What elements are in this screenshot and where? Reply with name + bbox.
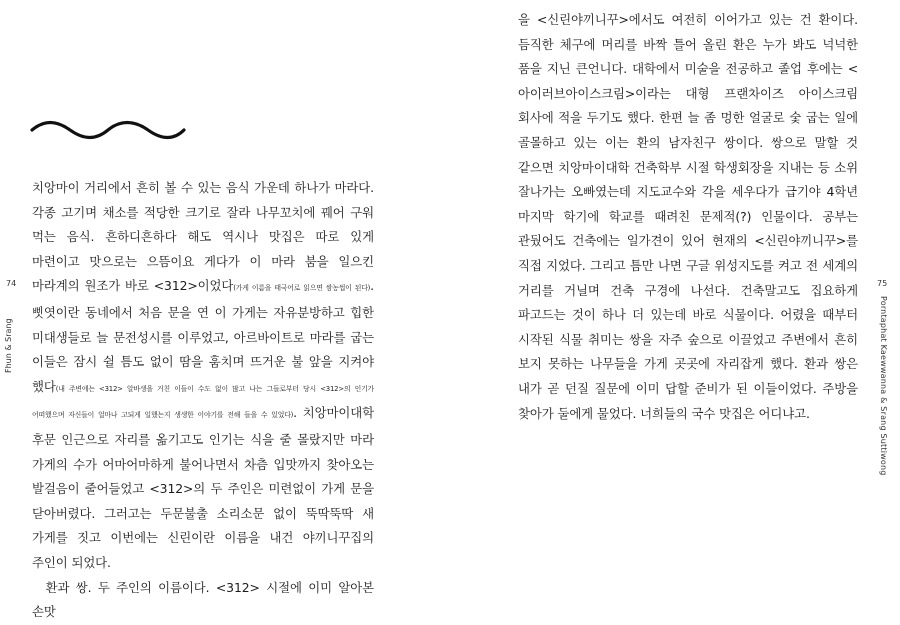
left-body-text [32, 176, 374, 625]
left-page [0, 0, 450, 620]
wave-ornament [30, 118, 186, 142]
running-head: Porntaphat Kaewwanna & Srang Suttiwong [879, 296, 888, 476]
page-number: 75 [877, 279, 888, 288]
paragraph [32, 176, 374, 576]
footnote-inline: (내 주변에는 <312> 알바생을 거친 이들이 수도 없이 많고 나는 그들로부터 당시 <312>의 인기가 어떠했으며 자신들이 얼마나 고되게 일했는지 생생한 이야기를 전해 들을 수 있었다) [32, 384, 374, 420]
body-text: 치앙마이 거리에서 흔히 볼 수 있는 음식 가운데 하나가 마라다. 각종 고기며 채소를 적당한 크기로 잘라 나무꼬치에 꿰어 구워 먹는 음식. 흔하디흔하다 해도 역시나 맛집은 따로 있게 마련이고 맛으로는 으뜸이요 게다가 이 마라 붐을 일으킨 마라계의 원조가 바로 <312>이었다 [32, 180, 374, 294]
paragraph: 환과 쌍. 두 주인의 이름이다. <312> 시절에 이미 알아본 손맛 [32, 579, 374, 620]
footnote-inline: (가게 이름을 태국어로 읽으면 쌈농썹이 된다) [233, 284, 371, 293]
page-number: 74 [6, 279, 17, 288]
right-body-text [518, 8, 858, 426]
paragraph: 을 <신린야끼니꾸>에서도 여전히 이어가고 있는 건 환이다. 듬직한 체구에 머리를 바짝 틀어 올린 환은 누가 봐도 넉넉한 품을 지닌 큰언니다. 대학에서 미술을 전공하고 졸업 후에는 <아이러브아이스크림>이라는 대형 프랜차이즈 아이스크림 회사에 적을 두기도 했다. 한편 늘 좀 멍한 얼굴로 숯 굽는 일에 골몰하고 있는 이는 환의 남자친구 쌍이다. 쌍으로 말할 것 같으면 치앙마이대학 건축학부 시절 학생회장을 지내는 등 소위 잘나가는 오빠였는데 지도교수와 각을 세우다가 급기야 4학년 마지막 학기에 학교를 때려친 문제적(?) 인물이다. 공부는 관뒀어도 건축에는 일가견이 있어 현재의 <신린야끼니꾸>를 직접 지었다. 그리고 틈만 나면 구글 위성지도를 켜고 전 세계의 거리를 거닐며 건축 구경에 나선다. 건축말고도 집요하게 파고드는 것이 하나 더 있는데 바로 식물이다. 어렸을 때부터 시작된 식물 취미는 쌍을 자주 숲으로 이끌었고 주변에서 흔히 보지 못하는 나무들을 가게 곳곳에 자리잡게 했다. 환과 쌍은 내가 곧 던질 질문에 이미 답할 준비가 된 이들이었다. 주방을 찾아가 둘에게 물었다. 너희들의 국수 맛집은 어디냐고. [518, 12, 858, 421]
body-text: . 치앙마이대학 후문 인근으로 자리를 옮기고도 인기는 식을 줄 몰랐지만 마라 가게의 수가 어마어마하게 불어나면서 차츰 입맛까지 찾아오는 발걸음이 줄어들었고 <312>의 두 주인은 미련없이 가게 문을 닫아버렸다. 그러고는 두문불출 소리소문 없이 뚝딱뚝딱 새 가게를 짓고 이번에는 신린이란 이름을 내건 야끼니꾸집의 주인이 되었다. [32, 405, 374, 570]
body-text: . 삣엿이란 동네에서 처음 문을 연 이 가게는 자유분방하고 힙한 미대생들로 늘 문전성시를 이루었고, 아르바이트로 마라를 굽는 이들은 잠시 쉴 틈도 없이 땀을 훔치며 뜨거운 불 앞을 지켜야 했다 [32, 278, 374, 394]
running-head: Fhun & Srang [4, 318, 13, 373]
